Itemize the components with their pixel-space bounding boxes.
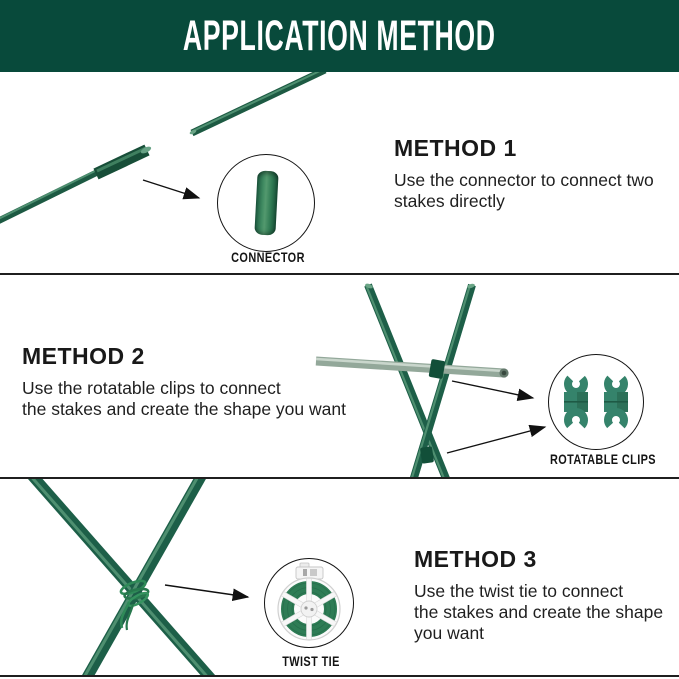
crossed-stakes xyxy=(28,479,213,675)
header-band xyxy=(0,0,679,72)
stake-upper xyxy=(189,72,325,135)
method1-title: METHOD 1 xyxy=(394,135,517,161)
desc-line: you want xyxy=(414,623,485,643)
page-title: APPLICATION METHOD xyxy=(183,11,496,60)
method3-text xyxy=(414,546,679,644)
method2-text xyxy=(22,343,412,420)
desc-line: Use the rotatable clips to connect xyxy=(22,378,281,398)
clips-callout-circle xyxy=(548,354,644,450)
rotatable-clips-label: ROTATABLE CLIPS xyxy=(550,451,656,467)
connector-label: CONNECTOR xyxy=(231,249,305,265)
connector-sleeve xyxy=(96,150,147,174)
method1-text xyxy=(394,135,679,212)
desc-line: Use the connector to connect two xyxy=(394,170,654,190)
clip-icon xyxy=(600,372,632,432)
method3-description xyxy=(414,581,679,644)
connector-callout-circle xyxy=(217,154,315,252)
section-divider xyxy=(0,273,679,275)
clip-icon xyxy=(560,372,592,432)
desc-line: the stakes and create the shape xyxy=(414,602,664,622)
method2-title: METHOD 2 xyxy=(22,343,145,369)
twist-tie-callout-circle xyxy=(264,558,354,648)
method2-description xyxy=(22,378,412,420)
desc-line: Use the twist tie to connect xyxy=(414,581,624,601)
arrow-to-clips-lower xyxy=(447,427,545,453)
desc-line: stakes directly xyxy=(394,191,505,211)
clip-on-joint-lower xyxy=(420,446,434,464)
method1-description xyxy=(394,170,679,212)
twist-tie-icon xyxy=(273,562,345,644)
arrow-to-twist-tie xyxy=(165,585,248,597)
connector-icon xyxy=(254,170,278,235)
bottom-border xyxy=(0,675,679,677)
stake-lower-with-connector xyxy=(0,145,152,230)
desc-line: the stakes and create the shape you want xyxy=(22,399,346,419)
arrow-to-clips-upper xyxy=(452,381,533,398)
rotatable-clips-icon xyxy=(560,372,632,432)
twist-tie-label: TWIST TIE xyxy=(282,653,340,669)
arrow-to-connector xyxy=(143,180,199,198)
method3-title: METHOD 3 xyxy=(414,546,537,572)
